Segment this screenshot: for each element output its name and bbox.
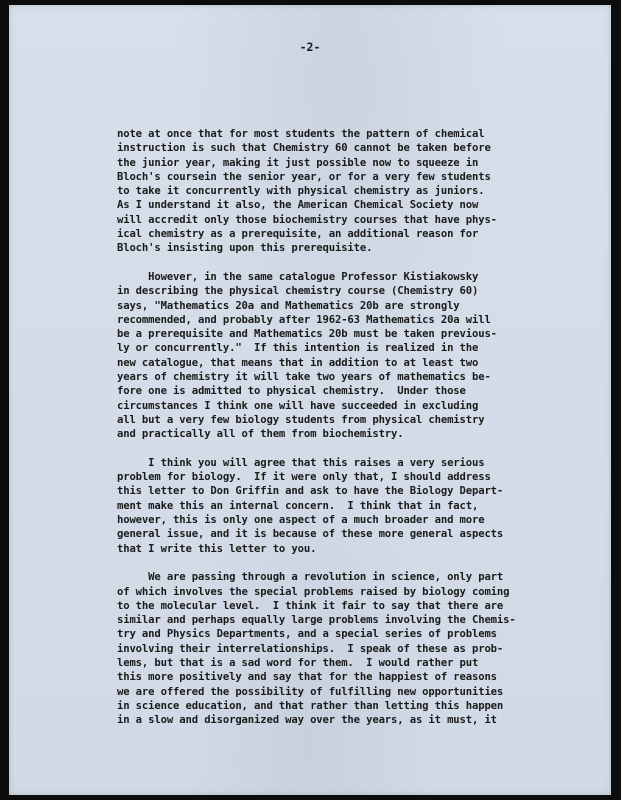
text-line: this more positively and say that for the happiest of reasons [117, 671, 497, 684]
text-line: circumstances I think one will have succeeded in excluding [117, 399, 479, 412]
paragraph-1 [117, 127, 557, 256]
text-line: new catalogue, that means that in addition to at least two [117, 356, 479, 369]
text-line: However, in the same catalogue Professor Kistiakowsky [117, 270, 479, 283]
paragraph-4 [117, 570, 557, 727]
text-line: this letter to Don Griffin and ask to have the Biology Depart- [117, 485, 504, 498]
text-line: problem for biology. If it were only that, I should address [117, 471, 491, 484]
text-line: involving their interrelationships. I speak of these as prob- [117, 642, 504, 655]
text-line: I think you will agree that this raises a very serious [117, 456, 485, 469]
text-line: will accredit only those biochemistry courses that have phys- [117, 213, 497, 226]
text-line: be a prerequisite and Mathematics 20b must be taken previous- [117, 328, 497, 341]
text-line: try and Physics Departments, and a special series of problems [117, 628, 497, 641]
letter-body [117, 127, 557, 742]
page-number: -2- [299, 40, 321, 54]
text-line: similar and perhaps equally large problems involving the Chemis- [117, 614, 516, 627]
text-line: says, "Mathematics 20a and Mathematics 20b are strongly [117, 299, 460, 312]
text-line: we are offered the possibility of fulfilling new opportunities [117, 685, 504, 698]
text-line: note at once that for most students the pattern of chemical [117, 128, 485, 140]
text-line: Bloch's insisting upon this prerequisite. [117, 242, 373, 255]
text-line: recommended, and probably after 1962-63 Mathematics 20a will [117, 313, 491, 326]
text-line: however, this is only one aspect of a much broader and more [117, 514, 485, 527]
letter-page [9, 5, 611, 795]
paragraph-2 [117, 270, 557, 442]
text-line: Bloch's coursein the senior year, or for a very few students [117, 170, 491, 183]
text-line: the junior year, making it just possible now to squeeze in [117, 156, 479, 169]
text-line: years of chemistry it will take two years of mathematics be- [117, 371, 491, 384]
text-line: all but a very few biology students from physical chemistry [117, 413, 485, 426]
text-line: ly or concurrently." If this intention is realized in the [117, 342, 479, 355]
text-line: in a slow and disorganized way over the years, as it must, it [117, 714, 497, 727]
text-line: and practically all of them from biochemistry. [117, 428, 404, 441]
text-line: that I write this letter to you. [117, 542, 317, 555]
text-line: ment make this an internal concern. I think that in fact, [117, 499, 479, 512]
text-line: to take it concurrently with physical chemistry as juniors. [117, 185, 485, 198]
text-line: ical chemistry as a prerequisite, an additional reason for [117, 228, 479, 241]
paragraph-3 [117, 456, 557, 556]
text-line: We are passing through a revolution in science, only part [117, 571, 504, 584]
text-line: As I understand it also, the American Chemical Society now [117, 199, 479, 212]
text-line: general issue, and it is because of these more general aspects [117, 528, 504, 541]
text-line: in describing the physical chemistry course (Chemistry 60) [117, 285, 479, 298]
text-line: of which involves the special problems raised by biology coming [117, 585, 510, 598]
text-line: fore one is admitted to physical chemistry. Under those [117, 385, 466, 398]
text-line: in science education, and that rather than letting this happen [117, 699, 504, 712]
text-line: instruction is such that Chemistry 60 cannot be taken before [117, 142, 491, 155]
text-line: lems, but that is a sad word for them. I would rather put [117, 656, 479, 669]
text-line: to the molecular level. I think it fair to say that there are [117, 599, 504, 612]
